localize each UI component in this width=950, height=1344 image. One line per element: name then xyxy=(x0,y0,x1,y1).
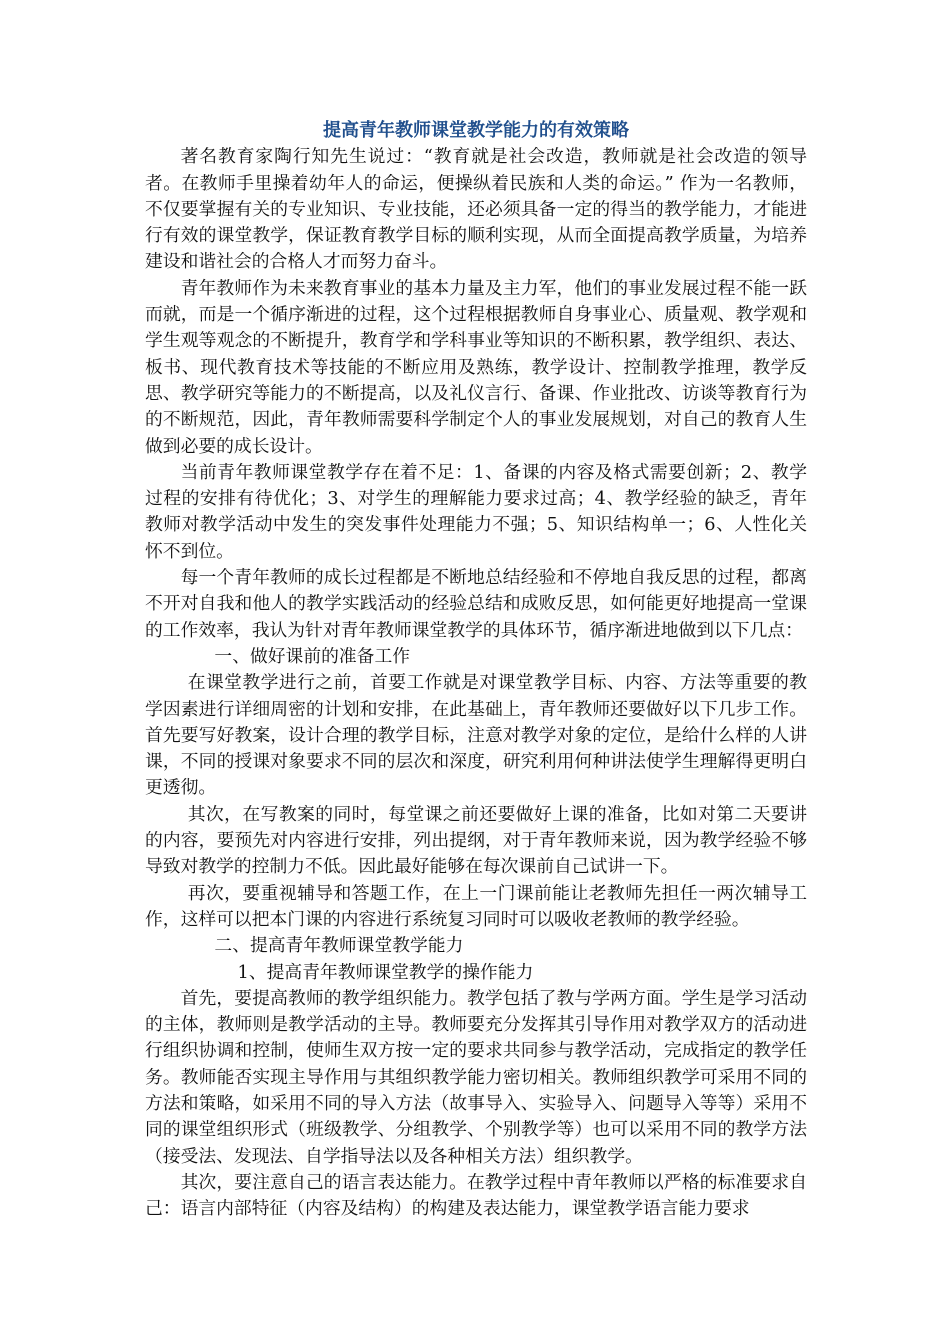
paragraph-shortcomings: 当前青年教师课堂教学存在着不足：1、备课的内容及格式需要创新；2、教学过程的安排有待优化；3、对学生的理解能力要求过高；4、教学经验的缺乏，青年教师对教学活动中发生的突发事件处理能力不强；5、知识结构单一；6、人性化关怀不到位。 xyxy=(145,461,807,562)
paragraph-young-teachers: 青年教师作为未来教育事业的基本力量及主力军，他们的事业发展过程不能一跃而就，而是一个循序渐进的过程，这个过程根据教师自身事业心、质量观、教学观和学生观等观念的不断提升，教育学和学科事业等知识的不断积累，教学组织、表达、板书、现代教育技术等技能的不断应用及熟练，教学设计、控制教学推理，教学反思、教学研究等能力的不断提高，以及礼仪言行、备课、作业批改、访谈等教育行为的不断规范，因此，青年教师需要科学制定个人的事业发展规划，对自己的教育人生做到必要的成长设计。 xyxy=(145,277,807,457)
section-heading-preparation: 一、做好课前的准备工作 xyxy=(214,645,411,667)
paragraph-preparation-3: 再次，要重视辅导和答题工作，在上一门课前能让老教师先担任一两次辅导工作，这样可以把本门课的内容进行系统复习同时可以吸收老教师的教学经验。 xyxy=(145,882,807,930)
paragraph-preparation-1: 在课堂教学进行之前，首要工作就是对课堂教学目标、内容、方法等重要的教学因素进行详细周密的计划和安排，在此基础上，青年教师还要做好以下几步工作。首先要写好教案，设计合理的教学目标，注意对教学对象的定位，是给什么样的人讲课，不同的授课对象要求不同的层次和深度，研究利用何种讲法使学生理解得更明白更透彻。 xyxy=(145,672,807,799)
subsection-heading-operation: 1、提高青年教师课堂教学的操作能力 xyxy=(237,961,534,983)
section-heading-ability: 二、提高青年教师课堂教学能力 xyxy=(214,935,464,957)
paragraph-growth: 每一个青年教师的成长过程都是不断地总结经验和不停地自我反思的过程，都离不开对自我和他人的教学实践活动的经验总结和成败反思，如何能更好地提高一堂课的工作效率，我认为针对青年教师课堂教学的具体环节，循序渐进地做到以下几点： xyxy=(145,567,807,641)
document-page xyxy=(145,118,807,1222)
paragraph-preparation-2: 其次，在写教案的同时，每堂课之前还要做好上课的准备，比如对第二天要讲的内容，要预先对内容进行安排，列出提纲，对于青年教师来说，因为教学经验不够导致对教学的控制力不低。因此最好能够在每次课前自己试讲一下。 xyxy=(145,803,807,878)
paragraph-intro: 著名教育家陶行知先生说过：“教育就是社会改造，教师就是社会改造的领导者。在教师手里操着幼年人的命运，便操纵着民族和人类的命运。” 作为一名教师，不仅要掌握有关的专业知识、专业技能，还必须具备一定的得当的教学能力，才能进行有效的课堂教学，保证教育教学目标的顺利实现，从而全面提高教学质量，为培养建设和谐社会的合格人才而努力奋斗。 xyxy=(145,146,807,273)
document-title: 提高青年教师课堂教学能力的有效策略 xyxy=(323,120,629,141)
paragraph-language: 其次，要注意自己的语言表达能力。在教学过程中青年教师以严格的标准要求自己：语言内部特征（内容及结构）的构建及表达能力，课堂教学语言能力要求 xyxy=(145,1171,807,1220)
paragraph-organization: 首先，要提高教师的教学组织能力。教学包括了教与学两方面。学生是学习活动的主体，教师则是教学活动的主导。教师要充分发挥其引导作用对教学双方的活动进行组织协调和控制，使师生双方按一定的要求共同参与教学活动，完成指定的教学任务。教师能否实现主导作用与其组织教学能力密切相关。教师组织教学可采用不同的方法和策略，如采用不同的导入方法（故事导入、实验导入、问题导入等等）采用不同的课堂组织形式（班级教学、分组教学、个别教学等）也可以采用不同的教学方法（接受法、发现法、自学指导法以及各种相关方法）组织教学。 xyxy=(145,987,807,1167)
